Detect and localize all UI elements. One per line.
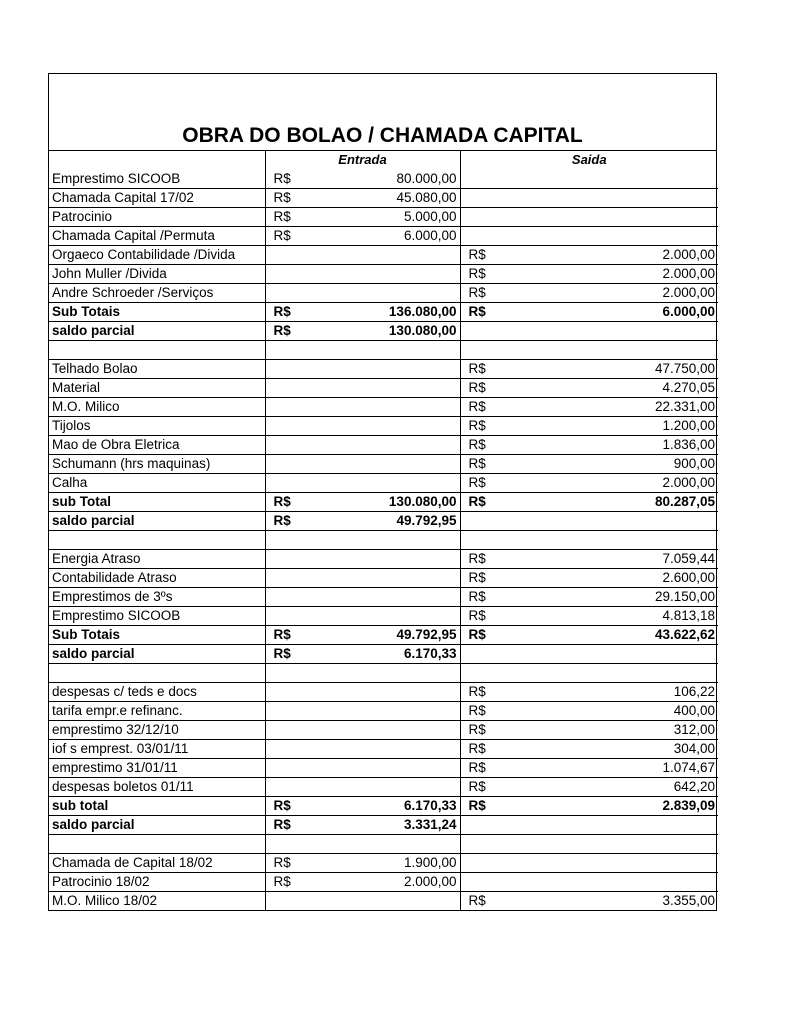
row-label: iof s emprest. 03/01/11 — [49, 739, 265, 758]
cell-saida — [460, 606, 718, 625]
amount: 2.600,00 — [662, 569, 715, 585]
money-value — [464, 683, 716, 701]
amount: 4.270,05 — [662, 379, 715, 395]
table-row — [49, 435, 718, 454]
amount: 80.287,05 — [654, 493, 715, 509]
table-row — [49, 397, 718, 416]
money-value — [269, 797, 457, 815]
cell-saida — [460, 644, 718, 663]
money-value — [464, 778, 716, 796]
currency-symbol: R$ — [468, 569, 486, 585]
currency-symbol: R$ — [468, 759, 486, 775]
money-value — [464, 721, 716, 739]
cell-saida — [460, 378, 718, 397]
amount: 2.839,09 — [662, 797, 715, 813]
amount: 2.000,00 — [662, 246, 715, 262]
money-value — [464, 436, 716, 454]
table-row — [49, 606, 718, 625]
cell-entrada — [265, 625, 460, 644]
row-label: tarifa empr.e refinanc. — [49, 701, 265, 720]
row-label: Tijolos — [49, 416, 265, 435]
cell-entrada — [265, 606, 460, 625]
cell-saida — [460, 321, 718, 340]
cell-saida — [460, 416, 718, 435]
ledger-table — [49, 151, 718, 910]
cell-entrada — [265, 359, 460, 378]
row-label — [49, 340, 265, 359]
money-value — [269, 208, 457, 226]
currency-symbol: R$ — [273, 873, 291, 889]
cell-saida — [460, 530, 718, 549]
cell-entrada — [265, 720, 460, 739]
cell-saida — [460, 701, 718, 720]
money-value — [464, 550, 716, 568]
amount: 312,00 — [673, 721, 715, 737]
currency-symbol: R$ — [273, 303, 291, 319]
cell-entrada — [265, 321, 460, 340]
cell-saida — [460, 815, 718, 834]
cell-entrada — [265, 226, 460, 245]
table-row — [49, 568, 718, 587]
cell-saida — [460, 245, 718, 264]
amount: 130.080,00 — [388, 322, 457, 338]
amount: 1.074,67 — [662, 759, 715, 775]
row-label: Patrocinio — [49, 207, 265, 226]
row-label: Mao de Obra Eletrica — [49, 435, 265, 454]
cell-saida — [460, 359, 718, 378]
row-label: saldo parcial — [49, 511, 265, 530]
page-title: OBRA DO BOLAO / CHAMADA CAPITAL — [182, 124, 583, 147]
currency-symbol: R$ — [468, 797, 486, 813]
amount: 6.000,00 — [662, 303, 715, 319]
currency-symbol: R$ — [273, 512, 291, 528]
currency-symbol: R$ — [468, 360, 486, 376]
currency-symbol: R$ — [273, 170, 291, 186]
row-label: saldo parcial — [49, 321, 265, 340]
cell-entrada — [265, 492, 460, 511]
cell-entrada — [265, 682, 460, 701]
table-row — [49, 454, 718, 473]
table-row — [49, 378, 718, 397]
table-row — [49, 264, 718, 283]
row-label: Patrocinio 18/02 — [49, 872, 265, 891]
money-value — [464, 417, 716, 435]
cell-saida — [460, 492, 718, 511]
currency-symbol: R$ — [468, 588, 486, 604]
money-value — [464, 607, 716, 625]
amount: 29.150,00 — [654, 588, 715, 604]
row-label: Emprestimos de 3ºs — [49, 587, 265, 606]
cell-saida — [460, 473, 718, 492]
money-value — [464, 569, 716, 587]
table-row — [49, 416, 718, 435]
money-value — [464, 360, 716, 378]
row-label: Andre Schroeder /Serviços — [49, 283, 265, 302]
cell-saida — [460, 454, 718, 473]
currency-symbol: R$ — [273, 322, 291, 338]
cell-entrada — [265, 663, 460, 682]
currency-symbol: R$ — [468, 721, 486, 737]
cell-saida — [460, 264, 718, 283]
amount: 136.080,00 — [388, 303, 457, 319]
amount: 106,22 — [673, 683, 715, 699]
cell-saida — [460, 170, 718, 189]
cell-entrada — [265, 872, 460, 891]
cell-saida — [460, 587, 718, 606]
amount: 6.170,33 — [403, 645, 457, 661]
row-label: Orgaeco Contabilidade /Divida — [49, 245, 265, 264]
amount: 2.000,00 — [662, 284, 715, 300]
row-label — [49, 530, 265, 549]
money-value — [269, 189, 457, 207]
row-label: saldo parcial — [49, 644, 265, 663]
money-value — [269, 170, 457, 188]
amount: 1.900,00 — [403, 854, 457, 870]
cell-entrada — [265, 796, 460, 815]
table-row — [49, 872, 718, 891]
cell-entrada — [265, 644, 460, 663]
currency-symbol: R$ — [273, 816, 291, 832]
cell-entrada — [265, 170, 460, 189]
amount: 45.080,00 — [396, 189, 457, 205]
amount: 2.000,00 — [403, 873, 457, 889]
amount: 900,00 — [673, 455, 715, 471]
row-label: emprestimo 32/12/10 — [49, 720, 265, 739]
cell-saida — [460, 435, 718, 454]
amount: 4.813,18 — [662, 607, 715, 623]
row-label: saldo parcial — [49, 815, 265, 834]
currency-symbol: R$ — [273, 854, 291, 870]
cell-entrada — [265, 587, 460, 606]
cell-saida — [460, 834, 718, 853]
cell-saida — [460, 549, 718, 568]
currency-symbol: R$ — [468, 398, 486, 414]
amount: 43.622,62 — [654, 626, 715, 642]
row-label — [49, 663, 265, 682]
money-value — [464, 740, 716, 758]
cell-entrada — [265, 815, 460, 834]
row-label: Chamada Capital 17/02 — [49, 188, 265, 207]
row-label: Chamada Capital /Permuta — [49, 226, 265, 245]
cell-entrada — [265, 568, 460, 587]
cell-saida — [460, 397, 718, 416]
table-row — [49, 492, 718, 511]
cell-entrada — [265, 454, 460, 473]
table-row — [49, 302, 718, 321]
cell-entrada — [265, 264, 460, 283]
cell-saida — [460, 207, 718, 226]
cell-saida — [460, 226, 718, 245]
amount: 49.792,95 — [396, 512, 457, 528]
cell-entrada — [265, 511, 460, 530]
spreadsheet — [48, 73, 717, 911]
header-entrada: Entrada — [265, 151, 460, 170]
cell-entrada — [265, 891, 460, 910]
amount: 304,00 — [673, 740, 715, 756]
cell-saida — [460, 188, 718, 207]
money-value — [464, 379, 716, 397]
money-value — [464, 303, 716, 321]
currency-symbol: R$ — [468, 778, 486, 794]
cell-entrada — [265, 416, 460, 435]
table-row — [49, 587, 718, 606]
table-row — [49, 188, 718, 207]
table-row — [49, 473, 718, 492]
money-value — [464, 398, 716, 416]
cell-saida — [460, 625, 718, 644]
amount: 642,20 — [673, 778, 715, 794]
table-row — [49, 701, 718, 720]
currency-symbol: R$ — [468, 702, 486, 718]
table-row — [49, 170, 718, 189]
currency-symbol: R$ — [468, 740, 486, 756]
money-value — [464, 284, 716, 302]
cell-saida — [460, 302, 718, 321]
row-label: M.O. Milico — [49, 397, 265, 416]
cell-entrada — [265, 473, 460, 492]
currency-symbol: R$ — [273, 493, 291, 509]
money-value — [269, 816, 457, 834]
money-value — [269, 493, 457, 511]
amount: 6.000,00 — [403, 227, 457, 243]
currency-symbol: R$ — [468, 379, 486, 395]
header-row — [49, 151, 718, 170]
cell-entrada — [265, 530, 460, 549]
row-label: Contabilidade Atraso — [49, 568, 265, 587]
money-value — [269, 854, 457, 872]
row-label: emprestimo 31/01/11 — [49, 758, 265, 777]
currency-symbol: R$ — [468, 493, 486, 509]
cell-saida — [460, 891, 718, 910]
money-value — [269, 873, 457, 891]
cell-saida — [460, 872, 718, 891]
table-row — [49, 226, 718, 245]
row-label: Telhado Bolao — [49, 359, 265, 378]
table-row — [49, 815, 718, 834]
ledger-rows — [49, 170, 718, 910]
table-row — [49, 340, 718, 359]
currency-symbol: R$ — [468, 892, 486, 908]
table-row — [49, 853, 718, 872]
currency-symbol: R$ — [468, 246, 486, 262]
currency-symbol: R$ — [468, 550, 486, 566]
cell-entrada — [265, 302, 460, 321]
currency-symbol: R$ — [468, 417, 486, 433]
money-value — [464, 759, 716, 777]
row-label: John Muller /Divida — [49, 264, 265, 283]
table-row — [49, 207, 718, 226]
cell-saida — [460, 682, 718, 701]
cell-entrada — [265, 701, 460, 720]
cell-saida — [460, 568, 718, 587]
currency-symbol: R$ — [468, 455, 486, 471]
currency-symbol: R$ — [468, 683, 486, 699]
amount: 3.331,24 — [403, 816, 457, 832]
cell-entrada — [265, 739, 460, 758]
cell-entrada — [265, 758, 460, 777]
cell-entrada — [265, 397, 460, 416]
header-saida: Saida — [571, 152, 607, 168]
money-value — [464, 588, 716, 606]
row-label — [49, 834, 265, 853]
amount: 3.355,00 — [662, 892, 715, 908]
table-row — [49, 549, 718, 568]
currency-symbol: R$ — [273, 645, 291, 661]
row-label: Calha — [49, 473, 265, 492]
row-label: despesas boletos 01/11 — [49, 777, 265, 796]
money-value — [464, 474, 716, 492]
currency-symbol: R$ — [468, 265, 486, 281]
amount: 6.170,33 — [403, 797, 457, 813]
table-row — [49, 511, 718, 530]
money-value — [464, 265, 716, 283]
money-value — [269, 303, 457, 321]
currency-symbol: R$ — [468, 474, 486, 490]
currency-symbol: R$ — [273, 189, 291, 205]
table-row — [49, 891, 718, 910]
cell-saida — [460, 720, 718, 739]
money-value — [464, 455, 716, 473]
row-label: Chamada de Capital 18/02 — [49, 853, 265, 872]
cell-entrada — [265, 245, 460, 264]
cell-saida — [460, 511, 718, 530]
table-row — [49, 359, 718, 378]
table-row — [49, 283, 718, 302]
cell-entrada — [265, 834, 460, 853]
row-label: Energia Atraso — [49, 549, 265, 568]
table-row — [49, 682, 718, 701]
title-row — [49, 74, 716, 151]
currency-symbol: R$ — [273, 227, 291, 243]
cell-entrada — [265, 435, 460, 454]
table-row — [49, 663, 718, 682]
row-label: sub Total — [49, 492, 265, 511]
row-label: despesas c/ teds e docs — [49, 682, 265, 701]
money-value — [464, 493, 716, 511]
currency-symbol: R$ — [273, 797, 291, 813]
money-value — [464, 702, 716, 720]
cell-saida — [460, 758, 718, 777]
cell-saida — [460, 853, 718, 872]
amount: 2.000,00 — [662, 474, 715, 490]
currency-symbol: R$ — [468, 607, 486, 623]
amount: 1.200,00 — [662, 417, 715, 433]
cell-entrada — [265, 207, 460, 226]
cell-saida — [460, 739, 718, 758]
table-row — [49, 530, 718, 549]
amount: 130.080,00 — [388, 493, 457, 509]
money-value — [269, 227, 457, 245]
cell-saida — [460, 777, 718, 796]
header-label — [49, 151, 265, 170]
amount: 47.750,00 — [654, 360, 715, 376]
amount: 49.792,95 — [396, 626, 457, 642]
cell-saida — [460, 663, 718, 682]
cell-entrada — [265, 853, 460, 872]
cell-saida — [460, 340, 718, 359]
row-label: Emprestimo SICOOB — [49, 170, 265, 189]
table-row — [49, 245, 718, 264]
money-value — [464, 626, 716, 644]
table-row — [49, 739, 718, 758]
cell-entrada — [265, 777, 460, 796]
amount: 80.000,00 — [396, 170, 457, 186]
table-row — [49, 834, 718, 853]
money-value — [269, 512, 457, 530]
cell-entrada — [265, 378, 460, 397]
currency-symbol: R$ — [273, 208, 291, 224]
cell-saida — [460, 283, 718, 302]
money-value — [464, 892, 716, 910]
currency-symbol: R$ — [468, 436, 486, 452]
table-row — [49, 777, 718, 796]
cell-entrada — [265, 283, 460, 302]
cell-entrada — [265, 340, 460, 359]
currency-symbol: R$ — [468, 626, 486, 642]
currency-symbol: R$ — [273, 626, 291, 642]
row-label: sub total — [49, 796, 265, 815]
money-value — [269, 626, 457, 644]
money-value — [464, 246, 716, 264]
row-label: M.O. Milico 18/02 — [49, 891, 265, 910]
money-value — [464, 797, 716, 815]
table-row — [49, 321, 718, 340]
amount: 7.059,44 — [662, 550, 715, 566]
currency-symbol: R$ — [468, 284, 486, 300]
row-label: Sub Totais — [49, 302, 265, 321]
table-row — [49, 644, 718, 663]
money-value — [269, 322, 457, 340]
row-label: Sub Totais — [49, 625, 265, 644]
row-label: Emprestimo SICOOB — [49, 606, 265, 625]
table-row — [49, 625, 718, 644]
amount: 400,00 — [673, 702, 715, 718]
amount: 2.000,00 — [662, 265, 715, 281]
table-row — [49, 720, 718, 739]
cell-entrada — [265, 188, 460, 207]
table-row — [49, 758, 718, 777]
cell-saida — [460, 796, 718, 815]
cell-entrada — [265, 549, 460, 568]
row-label: Material — [49, 378, 265, 397]
row-label: Schumann (hrs maquinas) — [49, 454, 265, 473]
currency-symbol: R$ — [468, 303, 486, 319]
money-value — [269, 645, 457, 663]
amount: 1.836,00 — [662, 436, 715, 452]
amount: 22.331,00 — [654, 398, 715, 414]
table-row — [49, 796, 718, 815]
amount: 5.000,00 — [403, 208, 457, 224]
